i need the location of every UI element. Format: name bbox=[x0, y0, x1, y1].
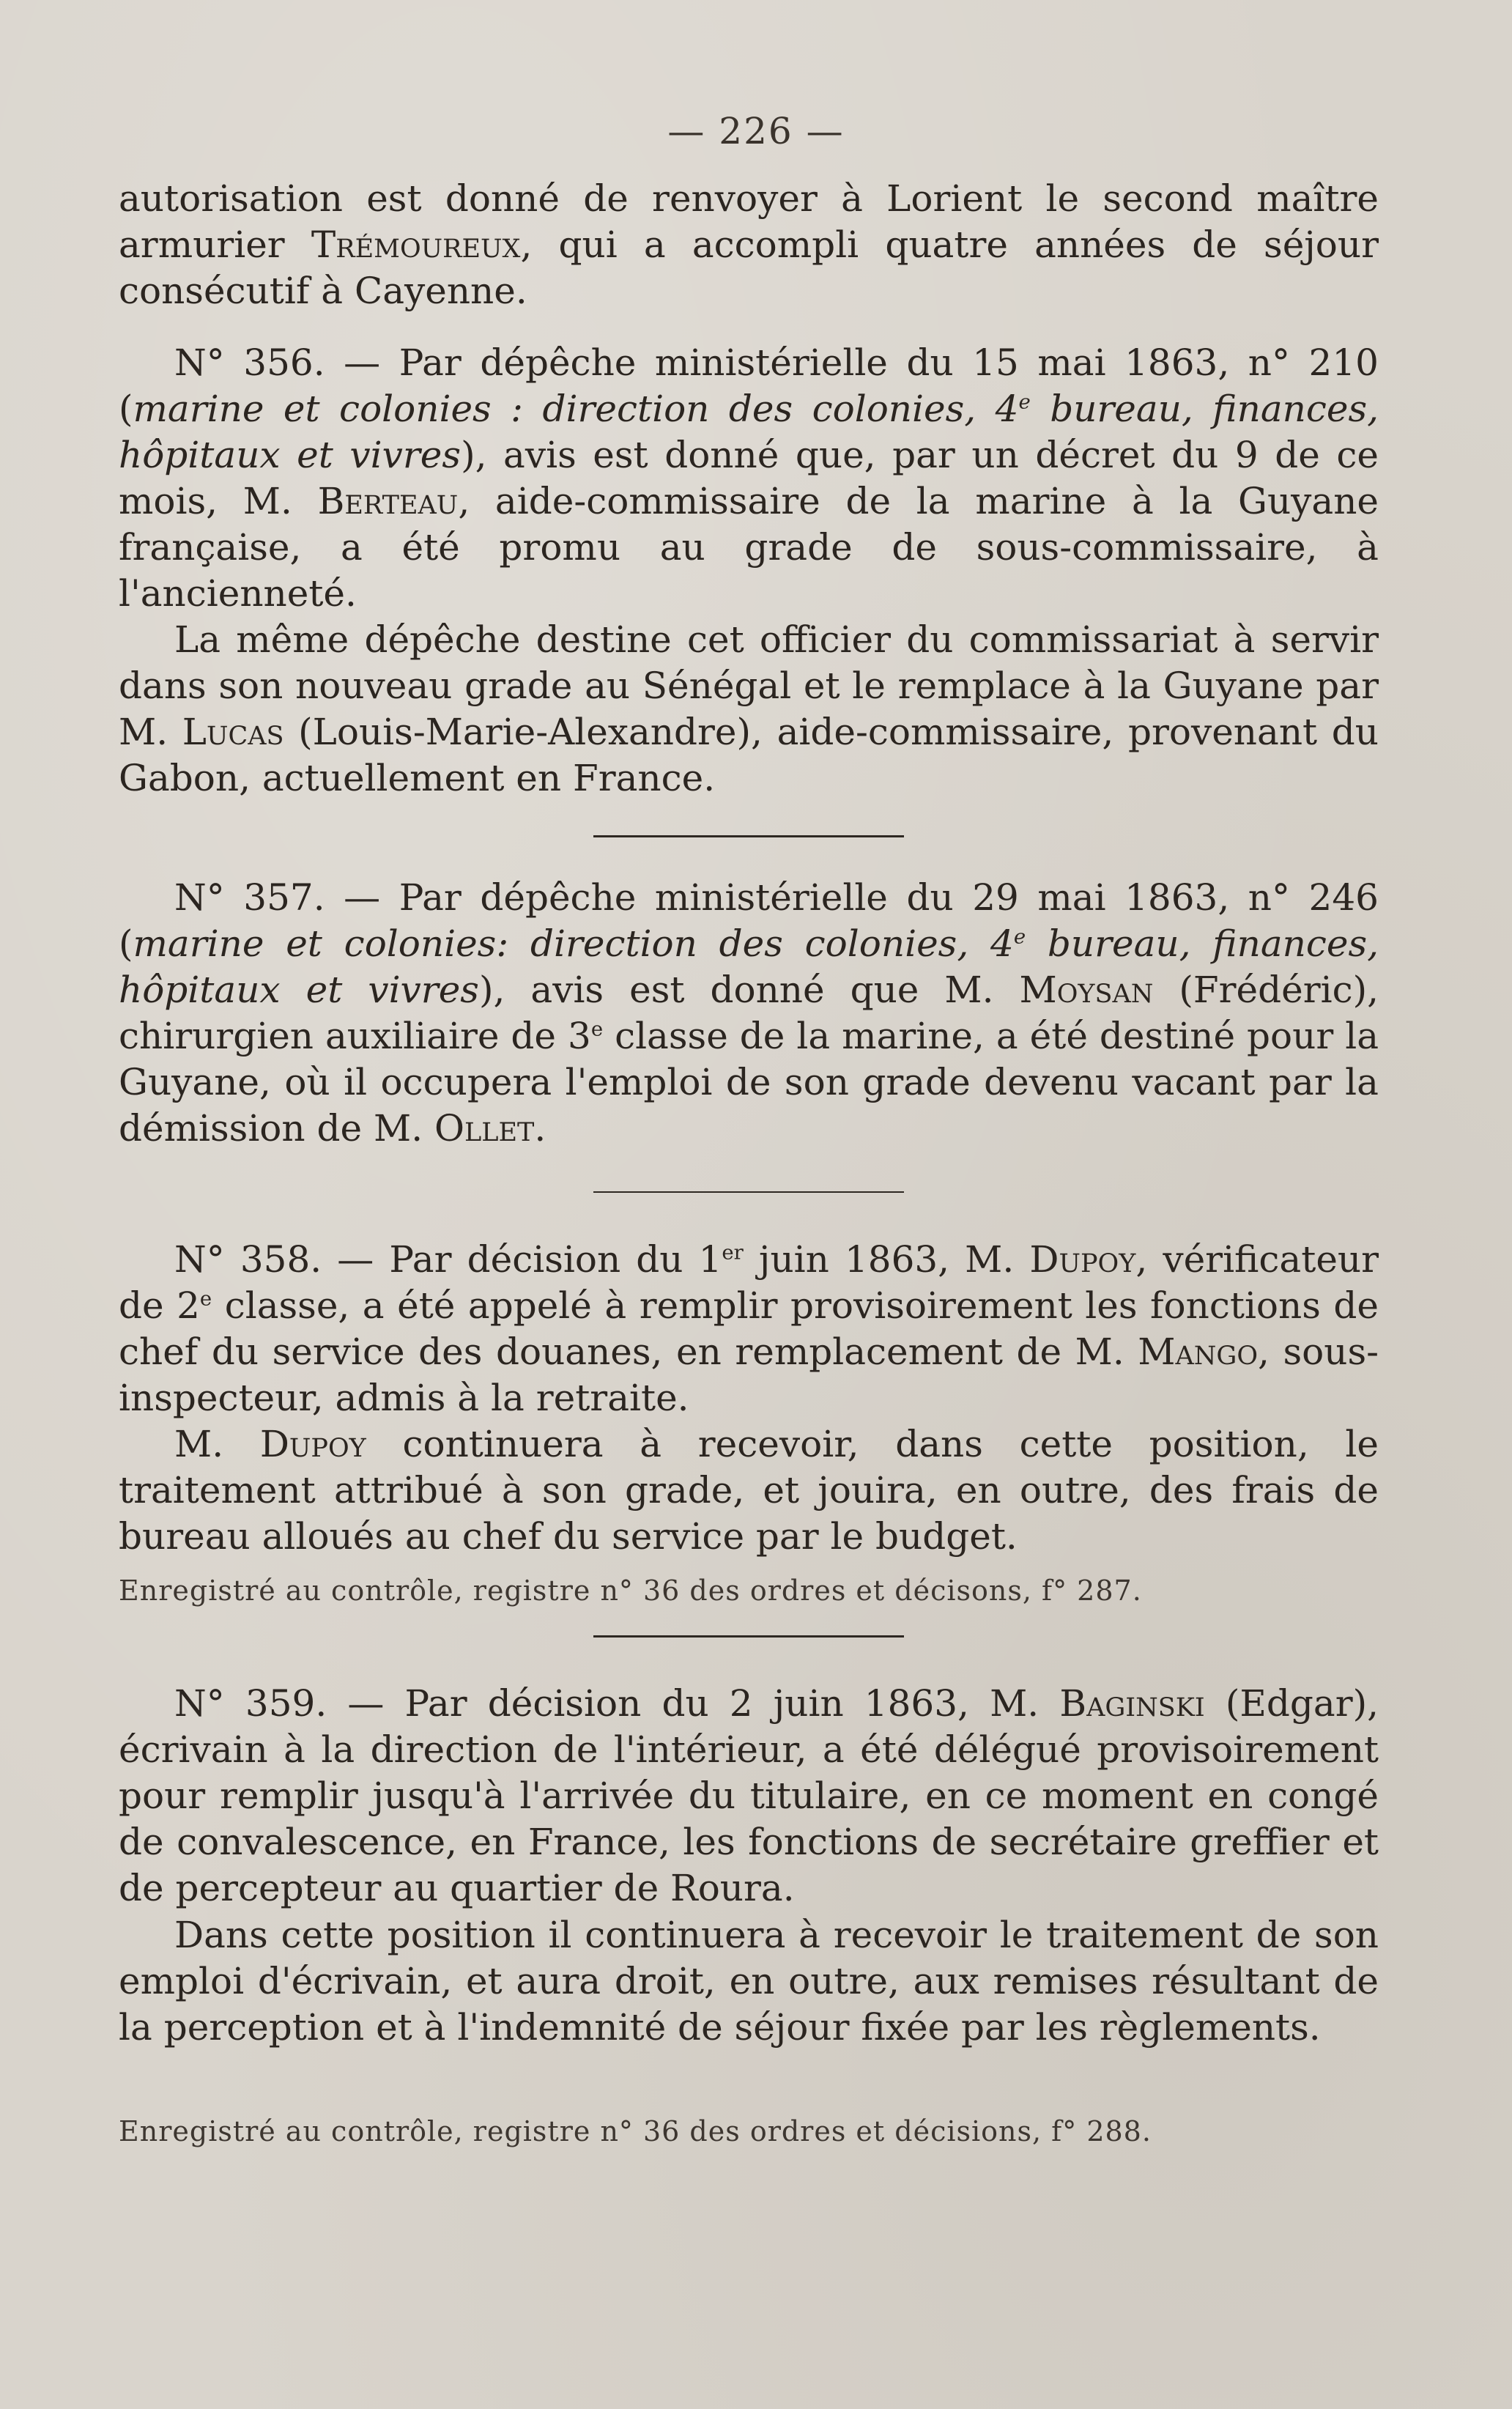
person-name: Moysan bbox=[1019, 969, 1154, 1011]
entry-358: N° 358. — Par décision du 1er juin 1863, M. Dupoy, vérificateur de 2e classe, a été appelé à remplir provisoirement les fonctions de chef du service des douanes, en remplacement de M. Mango, sous-inspecteur, admis à la retraite. bbox=[119, 1238, 1379, 1419]
person-name: Berteau bbox=[317, 480, 459, 522]
section-divider bbox=[593, 1191, 904, 1193]
entry-356-continued: La même dépêche destine cet officier du commissariat à servir dans son nouveau grade au Sénégal et le remplace à la Guyane par M. Lucas (Louis-Marie-Alexandre), aide-commissaire, provenant du Gabon, actuellement en France. bbox=[119, 618, 1379, 799]
registration-note: Enregistré au contrôle, registre n° 36 des ordres et décisons, f° 287. bbox=[119, 1574, 1142, 1607]
person-name: Mango bbox=[1138, 1331, 1259, 1373]
registration-note: Enregistré au contrôle, registre n° 36 des ordres et décisions, f° 288. bbox=[119, 2115, 1152, 2147]
entry-358-continued: M. Dupoy continuera à recevoir, dans cette position, le traitement attribué à son grade, et jouira, en outre, des frais de bureau alloués au chef du service par le budget. bbox=[119, 1423, 1379, 1558]
page-number: — 226 — bbox=[667, 110, 845, 152]
entry-356: N° 356. — Par dépêche ministérielle du 15 mai 1863, n° 210 (marine et colonies : direction des colonies, 4e bureau, finances, hôpitaux et vivres), avis est donné que, par un décret du 9 de ce mois, M. Berteau, aide-commissaire de la marine à la Guyane française, a été promu au grade de sous-commissaire, à l'ancienneté. bbox=[119, 341, 1379, 615]
entry-357: N° 357. — Par dépêche ministérielle du 29 mai 1863, n° 246 (marine et colonies: direction des colonies, 4e bureau, finances, hôpitaux et vivres), avis est donné que M. Moysan (Frédéric), chirurgien auxiliaire de 3e classe de la marine, a été destiné pour la Guyane, où il occupera l'emploi de son grade devenu vacant par la démission de M. Ollet. bbox=[119, 876, 1379, 1150]
section-divider bbox=[593, 1635, 904, 1638]
person-name: Lucas bbox=[182, 711, 284, 753]
entry-359: N° 359. — Par décision du 2 juin 1863, M. Baginski (Edgar), écrivain à la direction de l'intérieur, a été délégué provisoirement pour remplir jusqu'à l'arrivée du titulaire, en ce moment en congé de convalescence, en France, les fonctions de secrétaire greffier et de percepteur au quartier de Roura. bbox=[119, 1682, 1379, 1909]
person-name: Trémoureux bbox=[311, 223, 521, 266]
person-name: Dupoy bbox=[1029, 1238, 1136, 1281]
person-name: Ollet bbox=[434, 1107, 535, 1150]
paragraph-continuation: autorisation est donné de renvoyer à Lorient le second maître armurier Trémoureux, qui a accompli quatre années de séjour consécutif à Cayenne. bbox=[119, 177, 1379, 312]
person-name: Baginski bbox=[1059, 1682, 1205, 1725]
entry-359-continued: Dans cette position il continuera à recevoir le traitement de son emploi d'écrivain, et aura droit, en outre, aux remises résultant de la perception et à l'indemnité de séjour fixée par les règlements. bbox=[119, 1914, 1379, 2049]
section-divider bbox=[593, 835, 904, 837]
person-name: Dupoy bbox=[259, 1423, 366, 1465]
